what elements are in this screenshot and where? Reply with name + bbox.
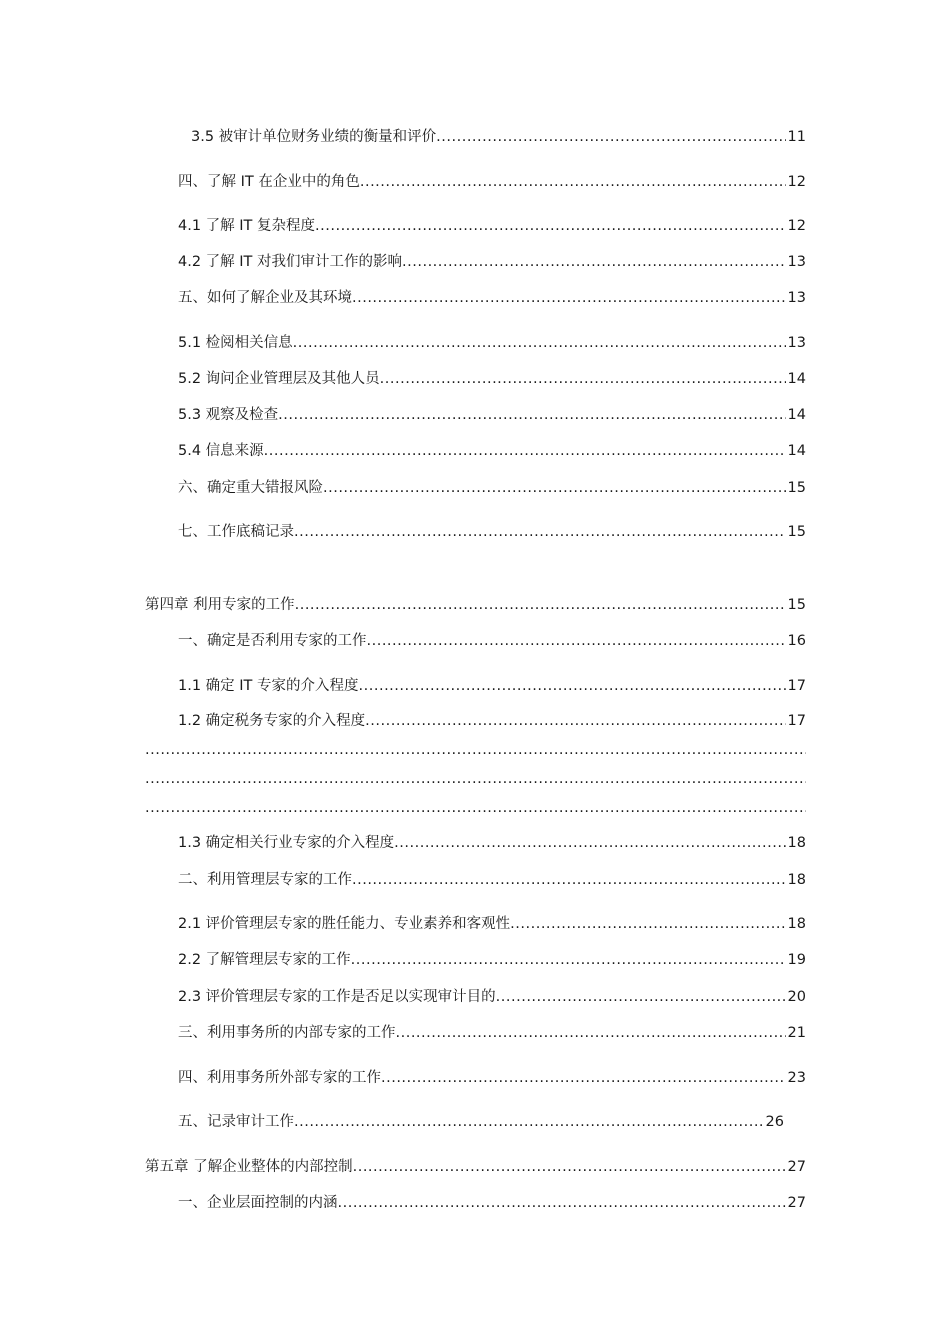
toc-dot-leader [294,1112,764,1132]
toc-entry-page: 15 [787,597,806,613]
dot-leader-row [145,769,806,789]
toc-entry-ch4-section-4[interactable] [178,1068,806,1088]
toc-entry-section-7[interactable] [178,522,806,542]
toc-entry-title: 5.2 询问企业管理层及其他人员 [178,371,380,387]
toc-entry-ch4-section-5[interactable] [178,1112,784,1132]
toc-entry-page: 14 [787,371,806,387]
toc-entry-ch4-section-1[interactable] [178,631,806,651]
toc-entry-2-3[interactable] [178,987,806,1007]
toc-dot-leader [381,1068,786,1088]
toc-entry-page: 15 [787,524,806,540]
toc-entry-2-1[interactable] [178,914,806,934]
toc-entry-page: 18 [787,872,806,888]
toc-entry-4-2[interactable] [178,252,806,272]
toc-entry-section-6[interactable] [178,478,806,498]
toc-entry-page: 17 [787,678,806,694]
toc-entry-1-1[interactable] [178,676,806,696]
toc-entry-page: 13 [787,254,806,270]
toc-entry-page: 23 [787,1070,806,1086]
toc-dot-leader [360,172,786,192]
toc-entry-title: 三、利用事务所的内部专家的工作 [178,1025,396,1041]
toc-entry-5-3[interactable] [178,405,806,425]
toc-dot-leader [510,914,785,934]
toc-entry-page: 27 [787,1159,806,1175]
toc-entry-title: 5.1 检阅相关信息 [178,335,293,351]
toc-entry-section-5[interactable] [178,288,806,308]
dot-leader-row [145,798,806,818]
toc-entry-page: 13 [787,335,806,351]
toc-dot-leader [351,950,786,970]
toc-dot-leader [278,405,785,425]
toc-entry-page: 27 [787,1195,806,1211]
toc-dot-leader [496,987,786,1007]
toc-entry-title: 一、确定是否利用专家的工作 [178,633,367,649]
toc-entry-title: 2.1 评价管理层专家的胜任能力、专业素养和客观性 [178,916,511,932]
toc-entry-page: 18 [787,916,806,932]
toc-entry-page: 14 [787,407,806,423]
toc-entry-3-5[interactable] [191,127,806,147]
toc-entry-title: 四、利用事务所外部专家的工作 [178,1070,381,1086]
toc-entry-ch4-section-3[interactable] [178,1023,806,1043]
toc-entry-5-1[interactable] [178,333,806,353]
toc-dot-leader [353,1157,786,1177]
toc-entry-1-3[interactable] [178,833,806,853]
toc-entry-ch5-section-1[interactable] [178,1193,806,1213]
toc-dot-leader [365,711,785,731]
toc-entry-title: 五、记录审计工作 [178,1114,294,1130]
toc-entry-title: 一、企业层面控制的内涵 [178,1195,338,1211]
toc-entry-title: 1.3 确定相关行业专家的介入程度 [178,835,395,851]
toc-entry-title: 3.5 被审计单位财务业绩的衡量和评价 [191,129,437,145]
toc-entry-page: 19 [787,952,806,968]
toc-entry-page: 16 [787,633,806,649]
toc-dot-leader [396,1023,786,1043]
toc-entry-5-4[interactable] [178,441,806,461]
toc-entry-ch4-section-2[interactable] [178,870,806,890]
toc-entry-1-2[interactable] [178,711,806,731]
toc-dot-leader [264,441,786,461]
toc-dot-leader [294,522,786,542]
toc-dot-leader [323,478,786,498]
toc-dot-leader [295,595,786,615]
toc-dot-leader [315,216,786,236]
toc-dot-leader [367,631,786,651]
toc-entry-page: 15 [787,480,806,496]
dot-leader-row [145,740,806,760]
toc-entry-chapter-4[interactable] [145,595,806,615]
toc-dot-leader [293,333,786,353]
toc-entry-title: 4.1 了解 IT 复杂程度 [178,218,316,234]
toc-entry-title: 五、如何了解企业及其环境 [178,290,352,306]
toc-dot-leader [394,833,785,853]
toc-entry-title: 4.2 了解 IT 对我们审计工作的影响 [178,254,403,270]
toc-entry-page: 14 [787,443,806,459]
toc-entry-title: 四、了解 IT 在企业中的角色 [178,174,360,190]
toc-dot-leader [338,1193,786,1213]
toc-entry-title: 七、工作底稿记录 [178,524,294,540]
toc-entry-page: 18 [787,835,806,851]
toc-entry-4-1[interactable] [178,216,806,236]
toc-entry-page: 21 [787,1025,806,1041]
toc-dot-leader [380,369,786,389]
toc-entry-page: 11 [787,129,806,145]
toc-entry-title: 六、确定重大错报风险 [178,480,323,496]
toc-entry-section-4[interactable] [178,172,806,192]
toc-entry-title: 二、利用管理层专家的工作 [178,872,352,888]
toc-entry-title: 第五章 了解企业整体的内部控制 [145,1159,353,1175]
toc-dot-leader [352,288,786,308]
toc-entry-title: 1.1 确定 IT 专家的介入程度 [178,678,359,694]
toc-dot-leader [436,127,785,147]
toc-entry-title: 5.4 信息来源 [178,443,264,459]
toc-dot-leader [402,252,786,272]
toc-entry-title: 2.3 评价管理层专家的工作是否足以实现审计目的 [178,989,496,1005]
toc-entry-title: 1.2 确定税务专家的介入程度 [178,713,366,729]
toc-entry-page: 13 [787,290,806,306]
toc-entry-chapter-5[interactable] [145,1157,806,1177]
toc-entry-5-2[interactable] [178,369,806,389]
toc-entry-title: 5.3 观察及检查 [178,407,279,423]
toc-entry-title: 2.2 了解管理层专家的工作 [178,952,351,968]
toc-entry-title: 第四章 利用专家的工作 [145,597,295,613]
toc-entry-page: 26 [765,1114,784,1130]
toc-entry-page: 20 [787,989,806,1005]
toc-dot-leader [352,870,786,890]
toc-entry-2-2[interactable] [178,950,806,970]
toc-entry-page: 12 [787,218,806,234]
toc-entry-page: 17 [787,713,806,729]
toc-dot-leader [359,676,786,696]
toc-entry-page: 12 [787,174,806,190]
